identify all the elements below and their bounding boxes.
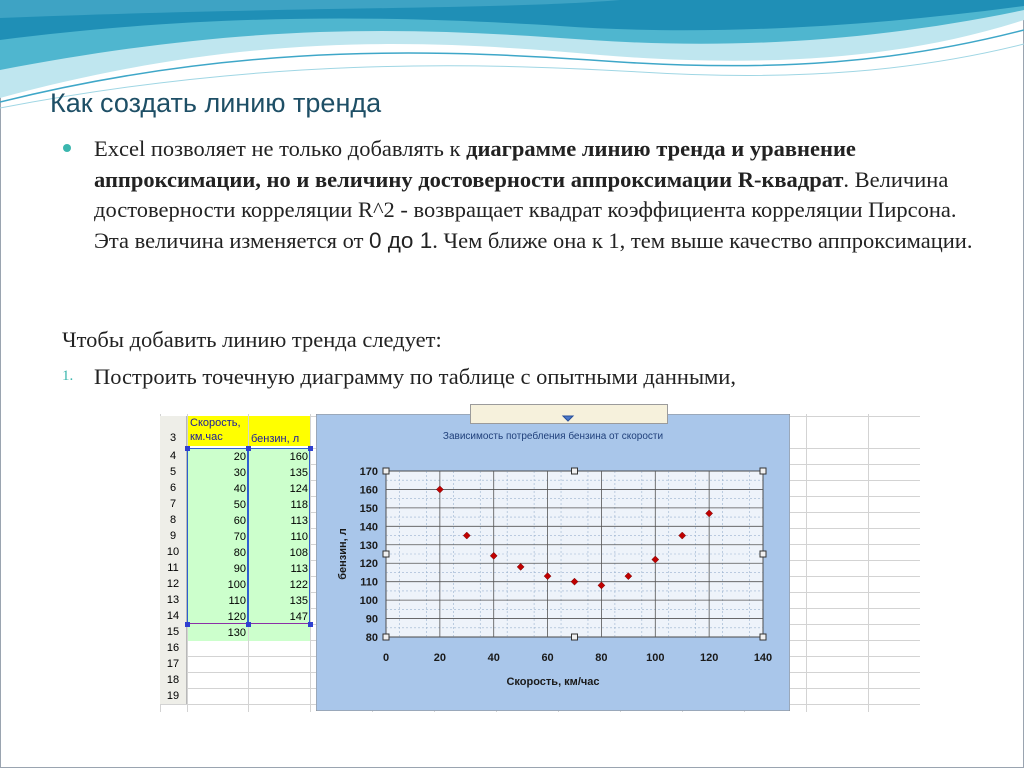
text-part: . Величина достоверности корреляции R^2 - возвращает квадрат коэффициента корреляции Пирсона. Эта величина изменяется от (94, 166, 957, 253)
plot-selection-handle[interactable] (760, 468, 766, 474)
row-header[interactable]: 12 (160, 576, 187, 592)
cell-fuel[interactable]: 110 (249, 529, 310, 545)
row-header[interactable]: 9 (160, 528, 187, 544)
cell-fuel[interactable]: 113 (249, 513, 310, 529)
x-tick-label: 140 (753, 652, 773, 664)
selection-handle[interactable] (185, 622, 190, 627)
selection-handle[interactable] (185, 446, 190, 451)
cell-fuel[interactable]: 147 (249, 609, 310, 625)
range-text: 0 до 1 (369, 227, 433, 253)
row-header[interactable]: 10 (160, 544, 187, 560)
row-header[interactable]: 7 (160, 496, 187, 512)
y-tick-label: 120 (359, 558, 378, 571)
cell-speed[interactable]: 40 (188, 481, 248, 497)
column-header-fuel[interactable]: бензин, л (249, 416, 310, 446)
bold-text-part: диаграмме линию тренда и уравнение аппроксимации, но и величину достоверности аппроксимации R-квадрат (94, 136, 856, 192)
cell-speed[interactable]: 70 (188, 529, 248, 545)
grid-column-line (310, 414, 311, 712)
y-tick-label: 90 (365, 613, 378, 626)
plot-selection-handle[interactable] (760, 634, 766, 640)
row-header[interactable]: 4 (160, 448, 187, 464)
plot-selection-handle[interactable] (383, 634, 389, 640)
cell-speed[interactable]: 100 (188, 577, 248, 593)
plot-selection-handle[interactable] (383, 468, 389, 474)
cell-fuel[interactable]: 160 (249, 449, 310, 465)
cell-fuel[interactable]: 108 (249, 545, 310, 561)
instruction-paragraph: Чтобы добавить линию тренда следует: (62, 327, 442, 352)
cell-speed[interactable]: 130 (188, 625, 248, 641)
cell-speed[interactable]: 80 (188, 545, 248, 561)
grid-column-line (868, 414, 869, 712)
dialog-handle-icon (563, 416, 573, 421)
cell-speed[interactable]: 110 (188, 593, 248, 609)
x-tick-label: 80 (595, 652, 608, 664)
cell-fuel[interactable] (249, 625, 310, 641)
row-header[interactable]: 14 (160, 608, 187, 624)
bullet-paragraph (94, 134, 984, 256)
cell-fuel[interactable]: 135 (249, 465, 310, 481)
row-header[interactable]: 3 (160, 416, 187, 448)
x-tick-label: 120 (699, 652, 719, 664)
y-tick-label: 130 (359, 539, 378, 552)
y-tick-label: 110 (360, 576, 378, 589)
cell-fuel[interactable]: 135 (249, 593, 310, 609)
slide-title: Как создать линию тренда (50, 88, 382, 118)
x-tick-label: 20 (433, 652, 446, 664)
row-header[interactable]: 8 (160, 512, 187, 528)
row-header[interactable]: 15 (160, 624, 187, 640)
row-header[interactable]: 6 (160, 480, 187, 496)
cell-fuel[interactable]: 118 (249, 497, 310, 513)
row-header[interactable]: 11 (160, 560, 187, 576)
cell-speed[interactable]: 30 (188, 465, 248, 481)
selection-handle[interactable] (246, 622, 251, 627)
row-header[interactable]: 17 (160, 656, 187, 672)
scatter-chart[interactable] (316, 414, 790, 711)
text-part: . Чем ближе она к 1, тем выше качество аппроксимации. (432, 227, 973, 253)
y-tick-label: 100 (359, 595, 378, 608)
selection-handle[interactable] (246, 446, 251, 451)
plot-selection-handle[interactable] (572, 634, 578, 640)
row-header[interactable]: 16 (160, 640, 187, 656)
selection-range-bottom (187, 448, 310, 624)
cell-fuel[interactable]: 113 (249, 561, 310, 577)
x-tick-label: 40 (487, 652, 500, 664)
cell-fuel[interactable]: 122 (249, 577, 310, 593)
grid-column-line (806, 414, 807, 712)
plot-selection-handle[interactable] (572, 468, 578, 474)
x-tick-label: 0 (382, 652, 390, 664)
x-axis-label: Скорость, км/час (506, 676, 600, 688)
y-tick-label: 80 (365, 632, 378, 644)
step-text: Построить точечную диаграмму по таблице с опытными данными, (94, 364, 736, 389)
x-tick-label: 60 (541, 652, 554, 664)
selection-handle[interactable] (308, 446, 313, 451)
cell-speed[interactable]: 90 (188, 561, 248, 577)
text-part: Excel позволяет не только добавлять к (94, 136, 467, 161)
y-axis-label: бензин, л (337, 528, 349, 580)
plot-selection-handle[interactable] (383, 551, 389, 557)
row-header[interactable]: 18 (160, 672, 187, 688)
chart-title: Зависимость потребления бензина от скорости (442, 431, 664, 442)
step-number: 1. (62, 368, 74, 384)
bullet-dot-icon (63, 144, 71, 152)
dialog-edge (470, 404, 668, 424)
row-header[interactable]: 5 (160, 464, 187, 480)
plot-selection-handle[interactable] (760, 551, 766, 557)
cell-speed[interactable]: 20 (188, 449, 248, 465)
y-tick-label: 160 (359, 484, 378, 497)
cell-speed[interactable]: 50 (188, 497, 248, 513)
column-header-speed[interactable]: Скорость, км.час (188, 416, 248, 446)
x-tick-label: 100 (646, 652, 665, 664)
selection-handle[interactable] (308, 622, 313, 627)
y-tick-label: 150 (359, 502, 378, 515)
cell-speed[interactable]: 120 (188, 609, 248, 625)
y-tick-label: 170 (359, 466, 378, 478)
cell-fuel[interactable]: 124 (249, 481, 310, 497)
row-header[interactable]: 19 (160, 688, 187, 704)
y-tick-label: 140 (359, 521, 378, 534)
row-header[interactable]: 13 (160, 592, 187, 608)
cell-speed[interactable]: 60 (188, 513, 248, 529)
